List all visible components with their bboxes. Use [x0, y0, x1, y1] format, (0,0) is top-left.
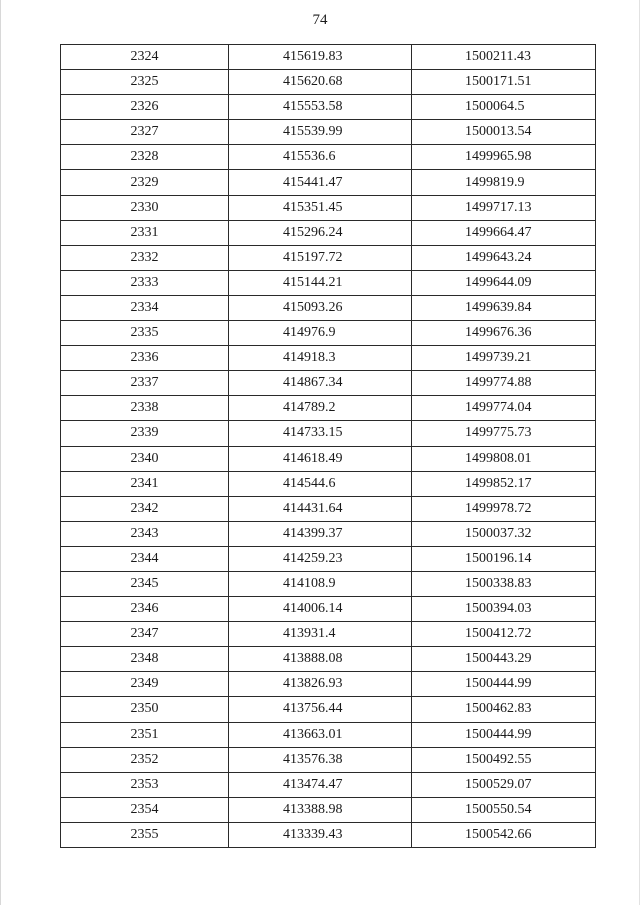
y-coordinate-cell: 1499643.24 — [412, 245, 596, 270]
x-coordinate-cell: 415197.72 — [229, 245, 412, 270]
point-number-cell: 2351 — [61, 722, 229, 747]
table-row — [61, 496, 596, 521]
x-coordinate-cell: 415144.21 — [229, 270, 412, 295]
x-coordinate-cell: 414976.9 — [229, 321, 412, 346]
point-number-cell: 2338 — [61, 396, 229, 421]
point-number-cell: 2347 — [61, 622, 229, 647]
table-row — [61, 120, 596, 145]
point-number-cell: 2331 — [61, 220, 229, 245]
point-number-cell: 2339 — [61, 421, 229, 446]
x-coordinate-cell: 413474.47 — [229, 772, 412, 797]
x-coordinate-cell: 414789.2 — [229, 396, 412, 421]
table-row — [61, 822, 596, 847]
x-coordinate-cell: 414259.23 — [229, 546, 412, 571]
table-row — [61, 295, 596, 320]
point-number-cell: 2353 — [61, 772, 229, 797]
table-row — [61, 396, 596, 421]
y-coordinate-cell: 1499644.09 — [412, 270, 596, 295]
y-coordinate-cell: 1500013.54 — [412, 120, 596, 145]
point-number-cell: 2350 — [61, 697, 229, 722]
y-coordinate-cell: 1499808.01 — [412, 446, 596, 471]
point-number-cell: 2329 — [61, 170, 229, 195]
x-coordinate-cell: 415536.6 — [229, 145, 412, 170]
y-coordinate-cell: 1500529.07 — [412, 772, 596, 797]
table-row — [61, 195, 596, 220]
table-row — [61, 421, 596, 446]
table-row — [61, 371, 596, 396]
table-row — [61, 270, 596, 295]
y-coordinate-cell: 1499639.84 — [412, 295, 596, 320]
y-coordinate-cell: 1499852.17 — [412, 471, 596, 496]
x-coordinate-cell: 413888.08 — [229, 647, 412, 672]
y-coordinate-cell: 1499775.73 — [412, 421, 596, 446]
y-coordinate-cell: 1500394.03 — [412, 597, 596, 622]
point-number-cell: 2346 — [61, 597, 229, 622]
point-number-cell: 2348 — [61, 647, 229, 672]
y-coordinate-cell: 1499717.13 — [412, 195, 596, 220]
coordinates-table — [60, 44, 596, 848]
point-number-cell: 2341 — [61, 471, 229, 496]
point-number-cell: 2342 — [61, 496, 229, 521]
x-coordinate-cell: 413663.01 — [229, 722, 412, 747]
x-coordinate-cell: 413339.43 — [229, 822, 412, 847]
page-number: 74 — [312, 12, 328, 28]
point-number-cell: 2332 — [61, 245, 229, 270]
y-coordinate-cell: 1499774.88 — [412, 371, 596, 396]
x-coordinate-cell: 414618.49 — [229, 446, 412, 471]
table-row — [61, 647, 596, 672]
table-row — [61, 697, 596, 722]
y-coordinate-cell: 1499676.36 — [412, 321, 596, 346]
point-number-cell: 2333 — [61, 270, 229, 295]
table-row — [61, 521, 596, 546]
coordinates-table-body — [61, 45, 596, 848]
x-coordinate-cell: 414431.64 — [229, 496, 412, 521]
point-number-cell: 2345 — [61, 571, 229, 596]
y-coordinate-cell: 1500412.72 — [412, 622, 596, 647]
table-row — [61, 346, 596, 371]
point-number-cell: 2354 — [61, 797, 229, 822]
y-coordinate-cell: 1500444.99 — [412, 672, 596, 697]
table-row — [61, 471, 596, 496]
point-number-cell: 2334 — [61, 295, 229, 320]
x-coordinate-cell: 415619.83 — [229, 45, 412, 70]
table-row — [61, 747, 596, 772]
x-coordinate-cell: 413388.98 — [229, 797, 412, 822]
table-row — [61, 245, 596, 270]
point-number-cell: 2349 — [61, 672, 229, 697]
table-row — [61, 597, 596, 622]
y-coordinate-cell: 1500196.14 — [412, 546, 596, 571]
table-row — [61, 772, 596, 797]
table-row — [61, 797, 596, 822]
y-coordinate-cell: 1500542.66 — [412, 822, 596, 847]
table-row — [61, 95, 596, 120]
x-coordinate-cell: 414108.9 — [229, 571, 412, 596]
table-row — [61, 622, 596, 647]
y-coordinate-cell: 1500462.83 — [412, 697, 596, 722]
x-coordinate-cell: 414399.37 — [229, 521, 412, 546]
point-number-cell: 2355 — [61, 822, 229, 847]
y-coordinate-cell: 1499739.21 — [412, 346, 596, 371]
table-row — [61, 70, 596, 95]
x-coordinate-cell: 415296.24 — [229, 220, 412, 245]
y-coordinate-cell: 1499819.9 — [412, 170, 596, 195]
y-coordinate-cell: 1499965.98 — [412, 145, 596, 170]
x-coordinate-cell: 414733.15 — [229, 421, 412, 446]
point-number-cell: 2328 — [61, 145, 229, 170]
point-number-cell: 2335 — [61, 321, 229, 346]
scan-edge-left — [0, 0, 4, 905]
y-coordinate-cell: 1500211.43 — [412, 45, 596, 70]
point-number-cell: 2325 — [61, 70, 229, 95]
x-coordinate-cell: 413931.4 — [229, 622, 412, 647]
x-coordinate-cell: 414867.34 — [229, 371, 412, 396]
x-coordinate-cell: 414006.14 — [229, 597, 412, 622]
y-coordinate-cell: 1500171.51 — [412, 70, 596, 95]
x-coordinate-cell: 414544.6 — [229, 471, 412, 496]
y-coordinate-cell: 1500492.55 — [412, 747, 596, 772]
y-coordinate-cell: 1500550.54 — [412, 797, 596, 822]
y-coordinate-cell: 1499664.47 — [412, 220, 596, 245]
x-coordinate-cell: 415441.47 — [229, 170, 412, 195]
y-coordinate-cell: 1500064.5 — [412, 95, 596, 120]
point-number-cell: 2337 — [61, 371, 229, 396]
table-row — [61, 446, 596, 471]
x-coordinate-cell: 414918.3 — [229, 346, 412, 371]
point-number-cell: 2326 — [61, 95, 229, 120]
y-coordinate-cell: 1500444.99 — [412, 722, 596, 747]
point-number-cell: 2352 — [61, 747, 229, 772]
x-coordinate-cell: 415093.26 — [229, 295, 412, 320]
point-number-cell: 2330 — [61, 195, 229, 220]
x-coordinate-cell: 415553.58 — [229, 95, 412, 120]
table-row — [61, 170, 596, 195]
y-coordinate-cell: 1499978.72 — [412, 496, 596, 521]
table-row — [61, 45, 596, 70]
point-number-cell: 2343 — [61, 521, 229, 546]
table-row — [61, 220, 596, 245]
point-number-cell: 2336 — [61, 346, 229, 371]
x-coordinate-cell: 413826.93 — [229, 672, 412, 697]
point-number-cell: 2340 — [61, 446, 229, 471]
point-number-cell: 2344 — [61, 546, 229, 571]
x-coordinate-cell: 413576.38 — [229, 747, 412, 772]
table-row — [61, 145, 596, 170]
table-row — [61, 722, 596, 747]
y-coordinate-cell: 1500037.32 — [412, 521, 596, 546]
y-coordinate-cell: 1499774.04 — [412, 396, 596, 421]
x-coordinate-cell: 413756.44 — [229, 697, 412, 722]
table-row — [61, 546, 596, 571]
y-coordinate-cell: 1500443.29 — [412, 647, 596, 672]
table-row — [61, 321, 596, 346]
table-row — [61, 672, 596, 697]
x-coordinate-cell: 415620.68 — [229, 70, 412, 95]
point-number-cell: 2327 — [61, 120, 229, 145]
point-number-cell: 2324 — [61, 45, 229, 70]
x-coordinate-cell: 415539.99 — [229, 120, 412, 145]
y-coordinate-cell: 1500338.83 — [412, 571, 596, 596]
table-row — [61, 571, 596, 596]
x-coordinate-cell: 415351.45 — [229, 195, 412, 220]
